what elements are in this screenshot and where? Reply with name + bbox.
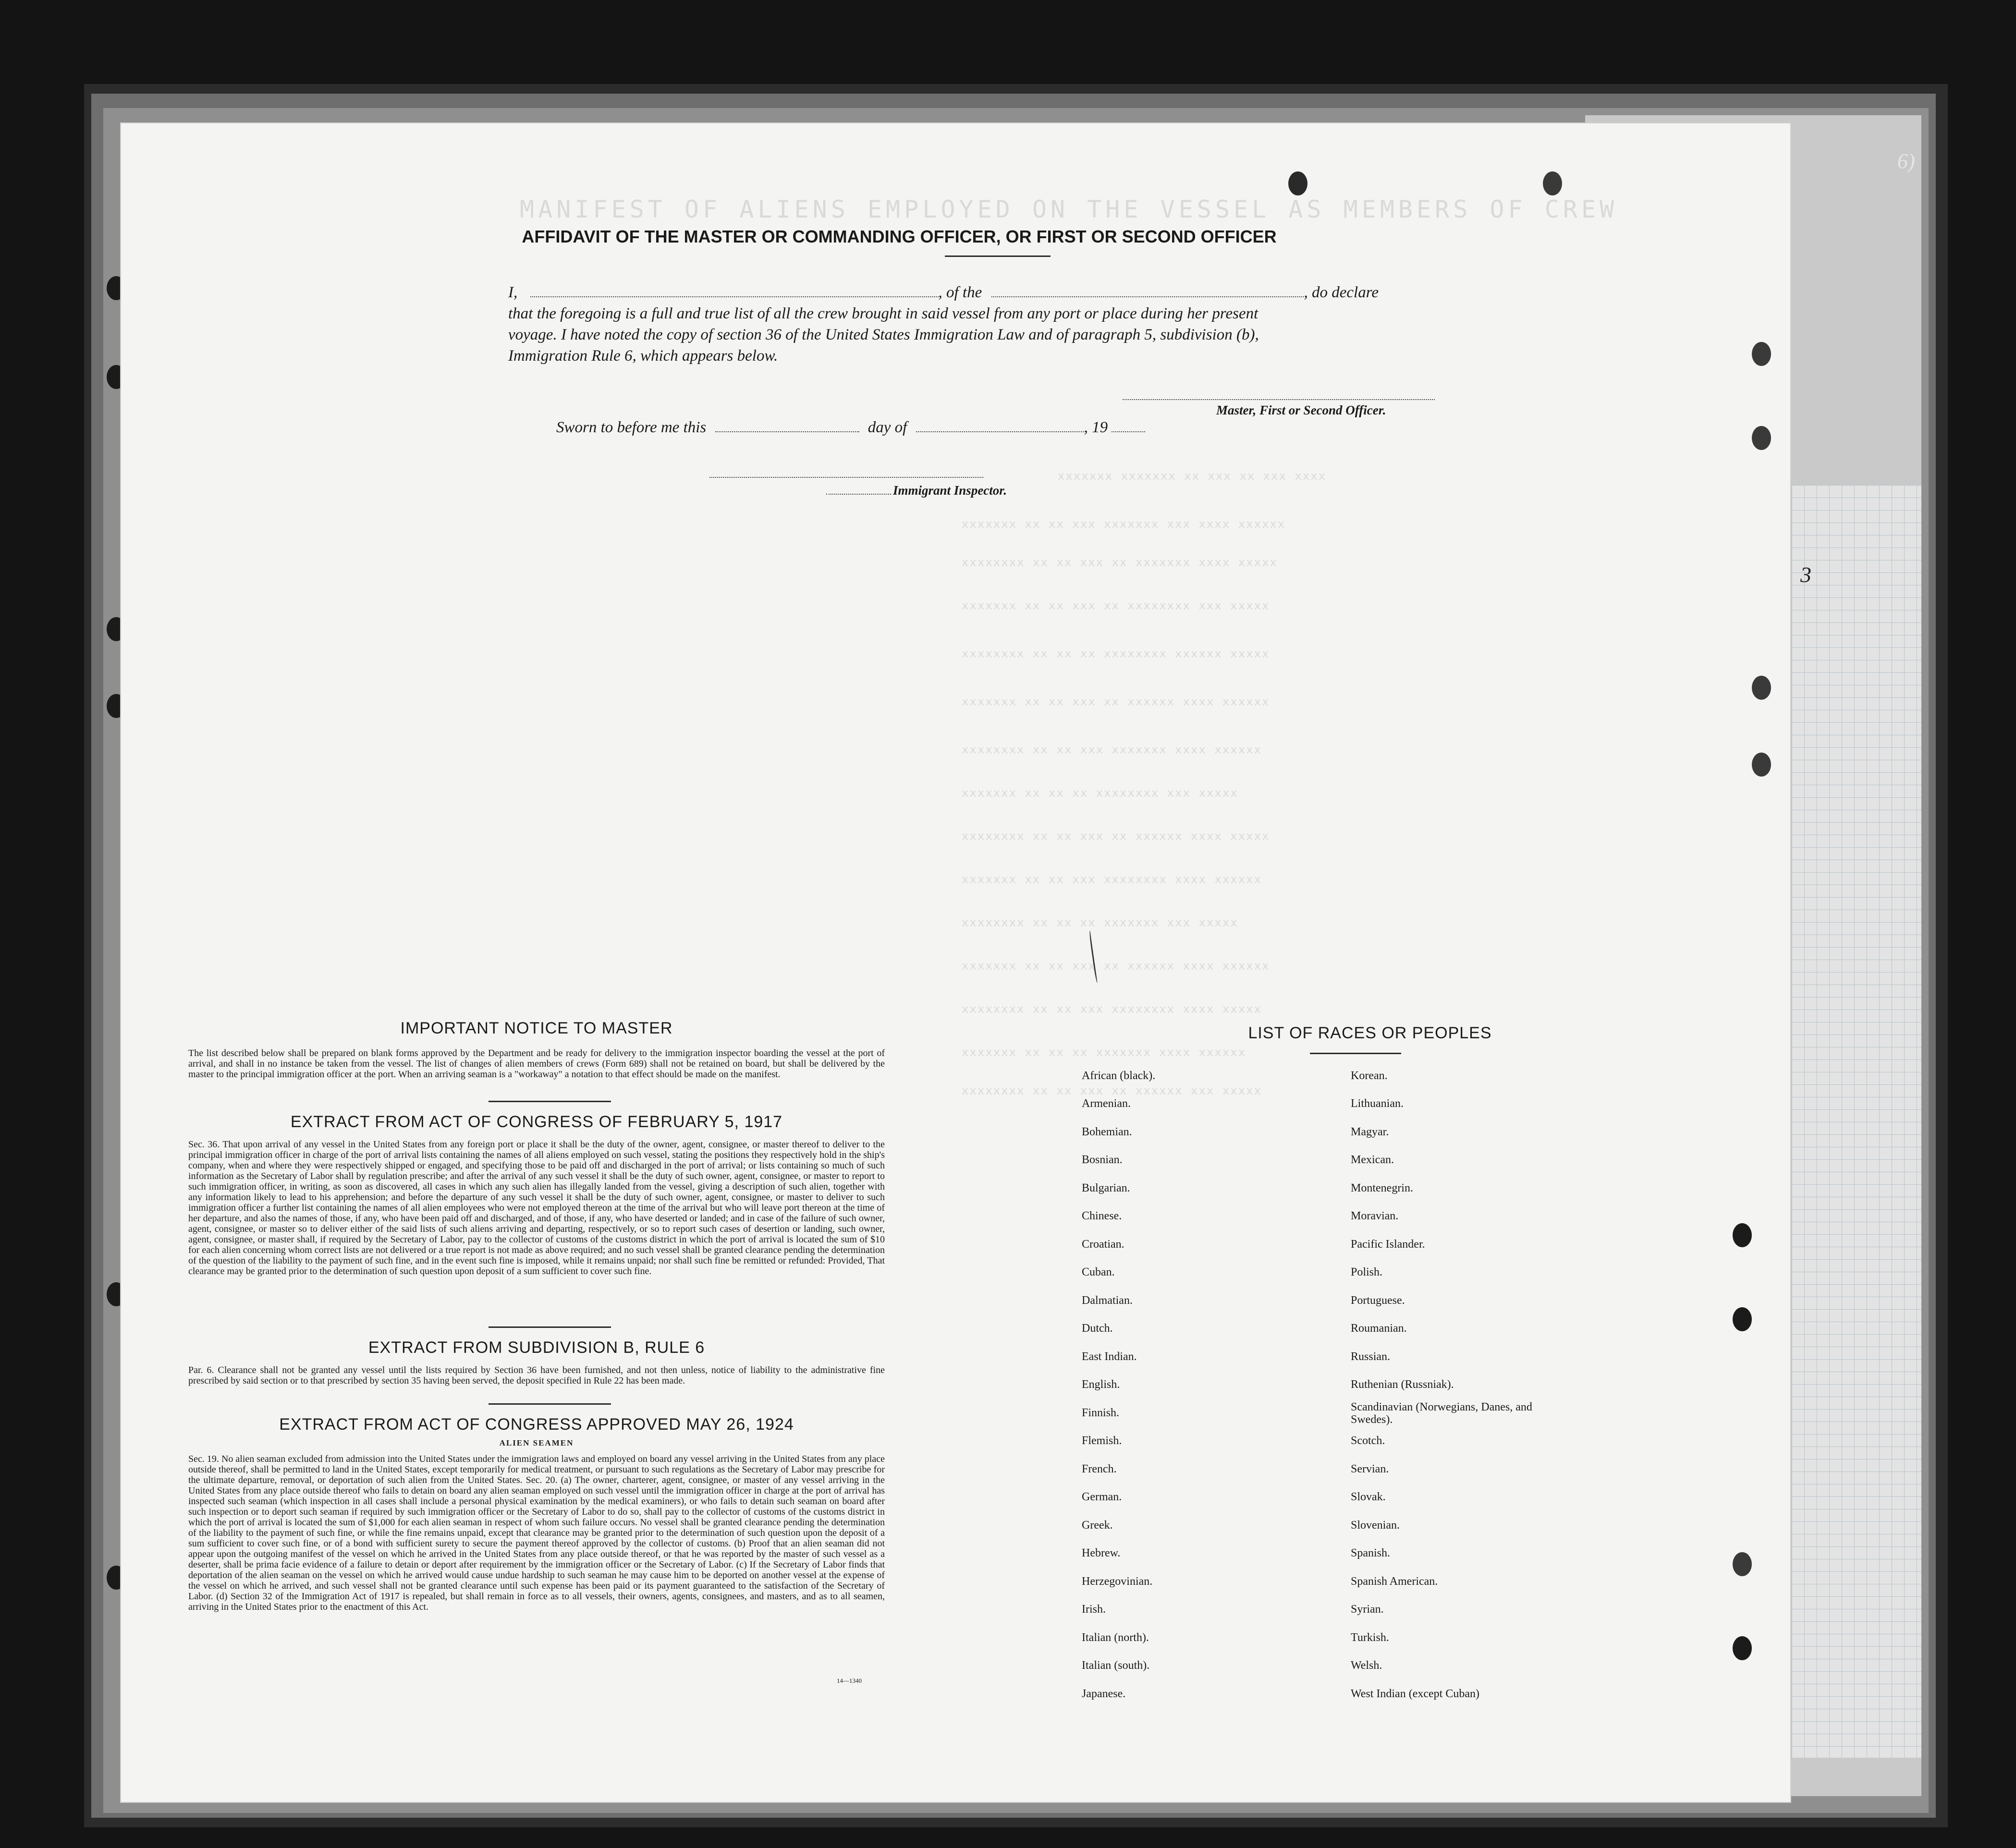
extract-1924-title: EXTRACT FROM ACT OF CONGRESS APPROVED MAY 26, 1924 bbox=[279, 1415, 794, 1434]
race-item: Finnish. bbox=[1082, 1407, 1120, 1419]
extract-rule6-title: EXTRACT FROM SUBDIVISION B, RULE 6 bbox=[368, 1338, 705, 1357]
sworn-year-blank[interactable] bbox=[1112, 419, 1145, 432]
binder-hole-right bbox=[1752, 426, 1771, 450]
bleed-through-row: xxxxxxx xx xx xxx xx xxxxxx xxxx xxxxxx bbox=[962, 695, 1270, 708]
race-item: German. bbox=[1082, 1491, 1122, 1503]
race-item: Magyar. bbox=[1351, 1126, 1389, 1138]
race-item: Syrian. bbox=[1351, 1603, 1384, 1616]
notice-text: The list described below shall be prepared on blank forms approved by the Department and be ready for delivery to the immigration inspector boarding the vessel at the port of arrival, and shall in no instance be taken from the vessel. The list of changes of alien members of crews (Form 689) shall not be retained on board, but shall be delivered by the master to the principal immigration officer at the port. When an arriving seaman is a "workaway" a notation to that effect should be made on the manifest. bbox=[188, 1048, 885, 1080]
race-item: Croatian. bbox=[1082, 1238, 1124, 1251]
bleed-through-row: xxxxxxxx xx xx xxx xxxxxxxx xxxx xxxxx bbox=[962, 1002, 1262, 1016]
bleed-through-row: xxxxxxx xx xx xx xxxxxxxx xxx xxxxx bbox=[962, 786, 1238, 800]
bleed-through-row: xxxxxxxx xx xx xxx xxxxxxx xxxx xxxxxx bbox=[962, 743, 1262, 756]
margin-mark-top-right: 6) bbox=[1897, 149, 1915, 173]
bleed-through-row: xxxxxxxx xx xx xx xxxxxxxx xxxxxx xxxxx bbox=[962, 647, 1270, 660]
bleed-through-row: xxxxxxx xx xx xxx xxxxxxx xxx xxxx xxxxxx bbox=[962, 517, 1286, 531]
race-item: Pacific Islander. bbox=[1351, 1238, 1425, 1251]
sworn-day-blank[interactable] bbox=[715, 419, 859, 432]
notice-title: IMPORTANT NOTICE TO MASTER bbox=[400, 1019, 673, 1037]
bleed-through-row: xxxxxxxx xx xx xxx xx xxxxxx xxx xxxxx bbox=[962, 1084, 1262, 1097]
race-item: Chinese. bbox=[1082, 1210, 1122, 1222]
sworn-month-blank[interactable] bbox=[916, 419, 1084, 432]
race-item: Greek. bbox=[1082, 1519, 1113, 1532]
master-name-blank[interactable] bbox=[530, 284, 939, 297]
binder-hole-right bbox=[1733, 1223, 1752, 1247]
race-item: Polish. bbox=[1351, 1266, 1383, 1278]
bleed-through-heading: MANIFEST OF ALIENS EMPLOYED ON THE VESSEL AS MEMBERS OF CREW bbox=[520, 195, 1618, 223]
binder-hole-right bbox=[1733, 1552, 1752, 1576]
race-item: Slovak. bbox=[1351, 1491, 1386, 1503]
affidavit-body bbox=[508, 282, 1589, 366]
extract-1924-text: Sec. 19. No alien seaman excluded from admission into the United States under the immigration laws and employed on board any vessel arriving in the United States from any place outside thereof, shall be permitted to land in the United States, except temporarily for medical treatment, or pursuant to such regulations as the Secretary of Labor may prescribe for the ultimate departure, removal, or deportation of such alien from the United States. Sec. 20. (a) The owner, charterer, agent, consignee, or master of any vessel arriving in the United States from any place outside thereof who fails to detain on board any alien seaman employed on such vessel until the immigration officer in charge at the port of arrival has inspected such seaman (which inspection in all cases shall include a personal physical examination by the medical examiners), or who fails to detain such seaman on board after such inspection or to deport such seaman if required by such immigration officer or the Secretary of Labor to do so, shall pay to the collector of customs of the customs district in which the port of arrival is located the sum of $1,000 for each alien seaman in respect of whom such failure occurs. No vessel shall be granted clearance pending the determination of the liability to the payment of such fine, or while the fine remains unpaid, except that clearance may be granted prior to the determination of such question upon the deposit of a sum sufficient to cover such fine, or of a bond with sufficient surety to secure the payment thereof approved by the collector of customs. (b) Proof that an alien seaman did not appear upon the outgoing manifest of the vessel on which he arrived in the United States from any place outside thereof, or that he was reported by the master of such vessel as a deserter, shall be prima facie evidence of a failure to detain or deport after requirement by the immigration officer or the Secretary of Labor. (c) If the Secretary of Labor finds that deportation of the alien seaman on the vessel on which he arrived would cause undue hardship to such seaman he may cause him to be deported on another vessel at the expense of the vessel on which he arrived, and such vessel shall not be granted clearance until such expense has been paid or its payment guaranteed to the satisfaction of the Secretary of Labor. (d) Section 32 of the Immigration Act of 1917 is repealed, but shall remain in force as to all vessels, their owners, agents, consignees, and masters, and as to all seamen, arriving in the United States prior to the enactment of this Act. bbox=[188, 1454, 885, 1612]
race-item: Russian. bbox=[1351, 1350, 1391, 1363]
bleed-through-row: xxxxxxx xx xx xxx xx xxxxxx xxxx xxxxxx bbox=[962, 959, 1270, 973]
bleed-through-row: xxxxxxx xx xx xxx xx xxxxxxxx xxx xxxxx bbox=[962, 599, 1270, 612]
bleed-through-row: xxxxxxx xx xx xxx xxxxxxxx xxxx xxxxxx bbox=[962, 873, 1262, 886]
race-item: Flemish. bbox=[1082, 1435, 1122, 1447]
race-item: Lithuanian. bbox=[1351, 1097, 1404, 1110]
race-item: Dutch. bbox=[1082, 1322, 1113, 1335]
affidavit-line-2: that the foregoing is a full and true list of all the crew brought in said vessel from any port or place during her present bbox=[508, 305, 1258, 322]
race-item: Bulgarian. bbox=[1082, 1182, 1130, 1194]
race-item: Slovenian. bbox=[1351, 1519, 1400, 1532]
race-item: Cuban. bbox=[1082, 1266, 1115, 1278]
divider bbox=[489, 1403, 611, 1405]
bleed-through-row: xxxxxxx xxxxxxx xx xxx xx xxx xxxx bbox=[1058, 469, 1327, 483]
binder-hole-right bbox=[1752, 753, 1771, 777]
divider bbox=[1310, 1053, 1401, 1054]
race-item: Irish. bbox=[1082, 1603, 1106, 1616]
race-item: Turkish. bbox=[1351, 1631, 1389, 1644]
race-item: Spanish American. bbox=[1351, 1575, 1438, 1588]
race-item: Dalmatian. bbox=[1082, 1294, 1133, 1307]
binder-hole-top bbox=[1288, 171, 1307, 195]
binder-hole-right bbox=[1733, 1307, 1752, 1331]
inspector-line: Immigrant Inspector. bbox=[826, 481, 1007, 498]
race-item: Korean. bbox=[1351, 1070, 1388, 1082]
inspector-signature-blank[interactable] bbox=[709, 464, 983, 478]
bleed-through-row: xxxxxxxx xx xx xxx xx xxxxxxx xxxx xxxxx bbox=[962, 556, 1278, 569]
pen-mark bbox=[1088, 930, 1099, 983]
races-title: LIST OF RACES OR PEOPLES bbox=[1248, 1024, 1492, 1042]
divider bbox=[945, 255, 1051, 257]
form-number: 14—1340 bbox=[837, 1677, 862, 1684]
race-item: East Indian. bbox=[1082, 1350, 1137, 1363]
extract-rule6-text: Par. 6. Clearance shall not be granted any vessel until the lists required by Section 36 have been furnished, and not then unless, notice of liability to the administrative fine prescribed by said section or to that prescribed by section 35 having been served, the deposit specified in Rule 22 has been made. bbox=[188, 1365, 885, 1386]
race-item: African (black). bbox=[1082, 1070, 1156, 1082]
binder-hole-right bbox=[1752, 676, 1771, 700]
form-page bbox=[120, 122, 1791, 1803]
margin-mark-right: 3 bbox=[1800, 562, 1811, 587]
race-item: Scotch. bbox=[1351, 1435, 1385, 1447]
race-item: Welsh. bbox=[1351, 1659, 1382, 1672]
extract-1917-text: Sec. 36. That upon arrival of any vessel in the United States from any foreign port or place it shall be the duty of the owner, agent, consignee, or master thereof to deliver to the principal immigration officer in charge of the port of arrival lists containing the names of all aliens employed on such vessel, stating the positions they respectively hold in the ship's company, when and where they were respectively shipped or engaged, and specifying those to be paid off and discharged in the port of arrival; or lists containing so much of such information as the Secretary of Labor shall by regulation prescribe; and after the arrival of any such vessel it shall be the duty of such owner, agent, consignee, or master to report to such immigration officer, in writing, as soon as discovered, all cases in which any such alien has illegally landed from the vessel, giving a description of such alien, together with any information likely to lead to his apprehension; and before the departure of any such vessel it shall be the duty of such owner, agent, consignee, or master to deliver to such immigration officer a further list containing the names of all alien employees who were not employed thereon at the time of the arrival but who will leave port thereon at the time of her departure, and also the names of those, if any, who have been paid off and discharged, and of those, if any, who have deserted or landed; and in case of the failure of such owner, agent, consignee, or master so to deliver either of the said lists of such aliens arriving and departing, respectively, or so to report such cases of desertion or landing, such owner, agent, consignee, or master shall, if required by the Secretary of Labor, pay to the collector of customs of the customs district in which the port of arrival is located the sum of $10 for each alien concerning whom correct lists are not delivered or a true report is not made as above required; and no such vessel shall be granted clearance pending the determination of the question of the liability to the payment of such fine, and in the event such fine is imposed, while it remains unpaid; nor shall such fine be remitted or refunded: Provided, That clearance may be granted prior to the determination of such question upon deposit of a sum sufficient to cover such fine. bbox=[188, 1139, 885, 1277]
grid-sheet bbox=[1792, 485, 1921, 1758]
binder-hole-top bbox=[1543, 171, 1562, 195]
race-item: Scandinavian (Norwegians, Danes, and Swedes). bbox=[1351, 1401, 1532, 1426]
affidavit-line-1: I, , of the , do declare bbox=[508, 284, 1379, 301]
race-item: Spanish. bbox=[1351, 1547, 1391, 1559]
inspector-name-blank[interactable] bbox=[826, 481, 891, 495]
affidavit-title: AFFIDAVIT OF THE MASTER OR COMMANDING OFFICER, OR FIRST OR SECOND OFFICER bbox=[522, 227, 1277, 246]
master-signature-blank[interactable] bbox=[1123, 387, 1435, 400]
bleed-through-row: xxxxxxxx xx xx xx xxxxxxx xxx xxxxx bbox=[962, 916, 1238, 929]
bleed-through-row: xxxxxxxx xx xx xxx xx xxxxxx xxxx xxxxx bbox=[962, 829, 1270, 843]
race-item: Ruthenian (Russniak). bbox=[1351, 1378, 1454, 1391]
extract-1917-title: EXTRACT FROM ACT OF CONGRESS OF FEBRUARY 5, 1917 bbox=[290, 1113, 783, 1131]
affidavit-line-4: Immigration Rule 6, which appears below. bbox=[508, 347, 778, 365]
race-item: Roumanian. bbox=[1351, 1322, 1407, 1335]
race-item: Armenian. bbox=[1082, 1097, 1131, 1110]
race-item: Moravian. bbox=[1351, 1210, 1399, 1222]
race-item: Herzegovinian. bbox=[1082, 1575, 1153, 1588]
sworn-line: Sworn to before me this day of , 19 bbox=[556, 419, 1145, 437]
race-item: Italian (north). bbox=[1082, 1631, 1149, 1644]
race-item: Italian (south). bbox=[1082, 1659, 1150, 1672]
divider bbox=[489, 1101, 611, 1102]
race-item: English. bbox=[1082, 1378, 1120, 1391]
extract-1924-subtitle: ALIEN SEAMEN bbox=[499, 1438, 574, 1447]
vessel-name-blank[interactable] bbox=[991, 284, 1304, 297]
race-item: French. bbox=[1082, 1463, 1117, 1475]
race-item: Japanese. bbox=[1082, 1688, 1126, 1700]
race-item: West Indian (except Cuban) bbox=[1351, 1688, 1479, 1700]
binder-hole-right bbox=[1752, 342, 1771, 366]
race-item: Mexican. bbox=[1351, 1154, 1394, 1166]
binder-hole-right bbox=[1733, 1636, 1752, 1660]
race-item: Servian. bbox=[1351, 1463, 1389, 1475]
signature-label: Master, First or Second Officer. bbox=[1216, 403, 1386, 417]
race-item: Bosnian. bbox=[1082, 1154, 1123, 1166]
race-item: Portuguese. bbox=[1351, 1294, 1405, 1307]
race-item: Montenegrin. bbox=[1351, 1182, 1413, 1194]
bleed-through-row: xxxxxxx xx xx xx xxxxxxx xxxx xxxxxx bbox=[962, 1046, 1246, 1059]
race-item: Hebrew. bbox=[1082, 1547, 1121, 1559]
affidavit-line-3: voyage. I have noted the copy of section 36 of the United States Immigration Law and of paragraph 5, subdivision (b), bbox=[508, 326, 1259, 343]
divider bbox=[489, 1326, 611, 1328]
race-item: Bohemian. bbox=[1082, 1126, 1132, 1138]
